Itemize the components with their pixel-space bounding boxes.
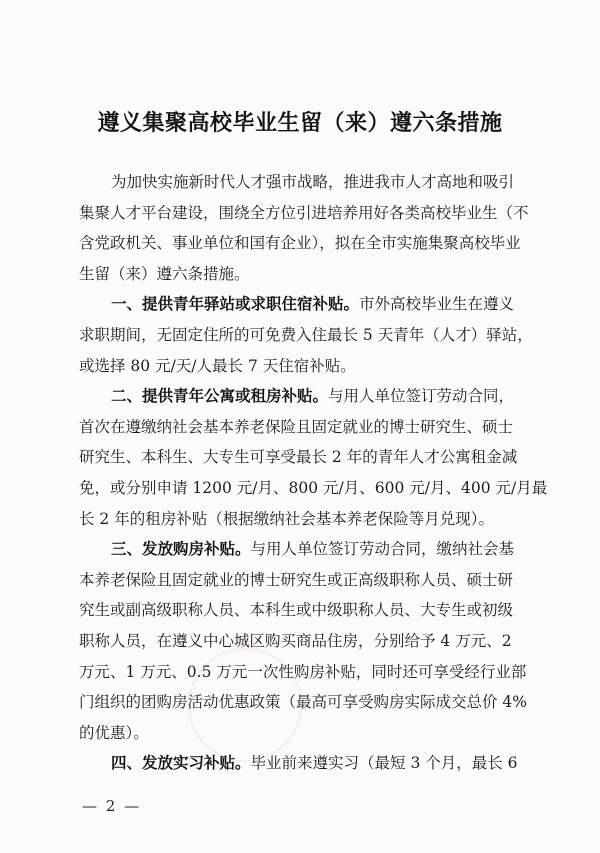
section-heading: 三、发放购房补贴。: [111, 539, 251, 559]
body-text: 长 2 年的租房补贴（根据缴纳社会基本养老保险等月兑现）。: [79, 509, 494, 528]
body-line: [79, 412, 529, 443]
body-line: [79, 565, 529, 596]
body-text: 本养老保险且固定就业的博士研究生或正高级职称人员、硕士研: [79, 570, 514, 589]
body-line: [79, 381, 529, 412]
body-text: 究生或副高级职称人员、本科生或中级职称人员、大专生或初级: [79, 601, 514, 620]
body-text: 为加快实施新时代人才强市战略，推进我市人才高地和吸引: [111, 173, 515, 191]
body-text: 免，或分别申请 1200 元/月、800 元/月、600 元/月、400 元/月最: [79, 478, 548, 497]
body-text: 市外高校毕业生在遵义: [359, 295, 515, 314]
body-text: 毕业前来遵实习（最短 3 个月，最长 6: [250, 754, 518, 773]
body-line: [79, 504, 529, 535]
body-text: 求职期间，无固定住所的可免费入住最长 5 天青年（人才）驿站，: [79, 325, 533, 344]
section-heading: 二、提供青年公寓或租房补贴。: [111, 386, 329, 406]
body-line: [79, 534, 529, 565]
body-text: 含党政机关、事业单位和国有企业），拟在全市实施集聚高校毕业: [79, 234, 521, 253]
body-line: [79, 687, 529, 718]
body-text: 研究生、本科生、大专生可享受最长 2 年的青年人才公寓租金减: [79, 448, 518, 467]
body-text: 的优惠）。: [79, 723, 149, 742]
body-text: 或选择 80 元/天/人最长 7 天住宿补贴。: [79, 356, 356, 375]
page-number: — 2 —: [82, 797, 142, 815]
body-text: 集聚人才平台建设，围绕全方位引进培养用好各类高校毕业生（不: [79, 203, 529, 222]
document-title: 遵义集聚高校毕业生留（来）遵六条措施: [97, 110, 503, 136]
document-body: [79, 167, 548, 779]
body-text: 首次在遵缴纳社会基本养老保险且固定就业的博士研究生、硕士: [79, 417, 514, 436]
body-line: [79, 748, 529, 779]
section-heading: 一、提供青年驿站或求职住宿补贴。: [111, 294, 360, 314]
body-text: 生留（来）遵六条措施。: [79, 264, 250, 283]
body-text: 与用人单位签订劳动合同，缴纳社会基: [250, 540, 515, 559]
body-line: [79, 198, 529, 229]
body-line: [79, 167, 529, 198]
body-line: [79, 473, 548, 504]
body-line: [79, 351, 529, 382]
section-heading: 四、发放实习补贴。: [111, 753, 251, 773]
body-text: 万元、1 万元、0.5 万元一次性购房补贴，同时还可享受经行业部: [79, 662, 527, 681]
body-text: 门组织的团购房活动优惠政策（最高可享受购房实际成交总价 4%: [79, 693, 528, 712]
body-line: [79, 626, 529, 657]
body-line: [79, 228, 529, 259]
body-line: [79, 259, 529, 290]
body-text: 与用人单位签订劳动合同，: [328, 387, 515, 406]
body-line: [79, 718, 529, 749]
body-line: [79, 442, 529, 473]
body-line: [79, 657, 529, 688]
body-line: [79, 595, 529, 626]
body-line: [79, 289, 529, 320]
body-text: 职称人员，在遵义中心城区购买商品住房，分别给予 4 万元、2: [79, 631, 512, 650]
body-line: [79, 320, 533, 351]
